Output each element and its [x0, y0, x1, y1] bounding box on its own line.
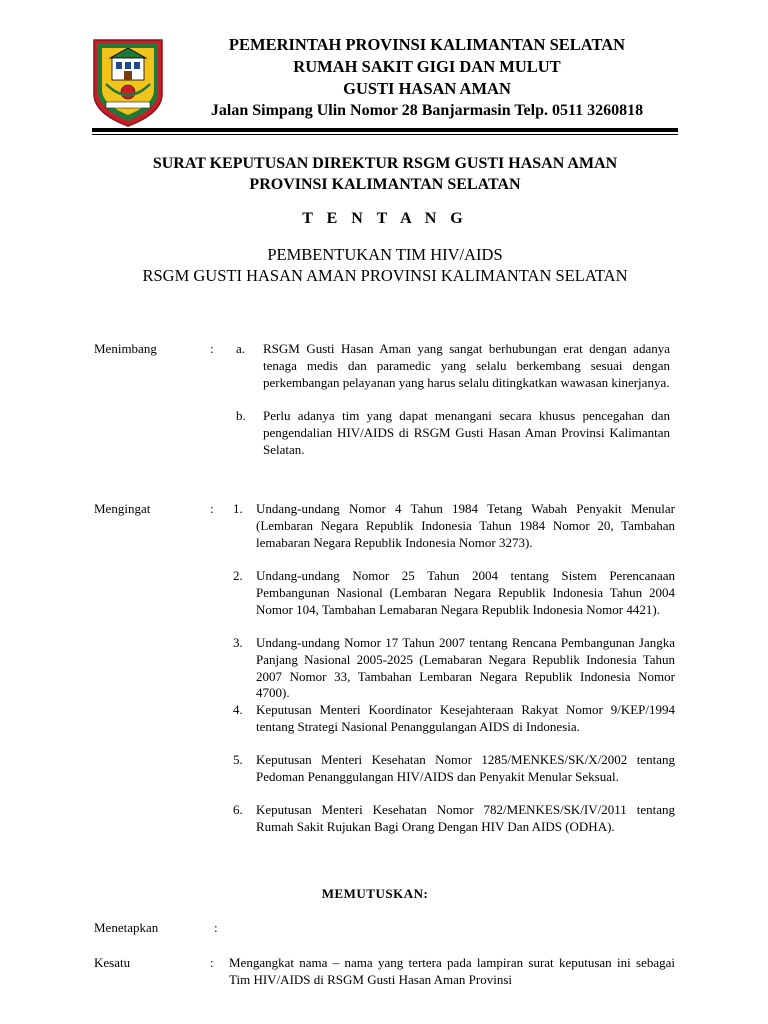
mengingat-item-3-mark: 3. [233, 635, 243, 650]
letterhead-line-3: GUSTI HASAN AMAN [343, 79, 511, 98]
mengingat-item-6-text: Keputusan Menteri Kesehatan Nomor 782/MENKES/SK/IV/2011 tentang Rumah Sakit Rujukan Bagi Orang Dengan HIV Dan AIDS (ODHA). [256, 802, 675, 834]
menimbang-item-b-mark: b. [236, 408, 246, 423]
mengingat-item-1-text: Undang-undang Nomor 4 Tahun 1984 Tetang Wabah Penyakit Menular (Lembaran Negara Republik Indonesia Tahun 1984 Nomor 20, Tambahan lemabaran Negara Republik Indonesia Nomor 3273). [256, 501, 675, 550]
mengingat-item-1-mark: 1. [233, 501, 243, 516]
decree-subject [92, 244, 678, 286]
decree-title-line-1: SURAT KEPUTUSAN DIREKTUR RSGM GUSTI HASAN AMAN [152, 155, 618, 172]
memutuskan-heading: MEMUTUSKAN: [321, 886, 429, 901]
menimbang-label: Menimbang [94, 341, 157, 356]
mengingat-label: Mengingat [94, 501, 151, 516]
decree-subject-line-2: RSGM GUSTI HASAN AMAN PROVINSI KALIMANTAN SELATAN [142, 266, 628, 285]
menimbang-colon: : [210, 341, 214, 356]
mengingat-item-5-text: Keputusan Menteri Kesehatan Nomor 1285/MENKES/SK/X/2002 tentang Pedoman Penanggulangan HIV/AIDS dan Penyakit Menular Seksual. [256, 752, 675, 784]
mengingat-item-4-text: Keputusan Menteri Koordinator Kesejahteraan Rakyat Nomor 9/KEP/1994 tentang Strategi Nasional Penanggulangan AIDS di Indonesia. [256, 702, 675, 734]
mengingat-item-2-mark: 2. [233, 568, 243, 583]
menetapkan-colon: : [214, 920, 218, 935]
menimbang-item-b-text: Perlu adanya tim yang dapat menangani secara khusus pencegahan dan pengendalian HIV/AIDS di RSGM Gusti Hasan Aman Provinsi Kalimantan Selatan. [263, 408, 670, 457]
mengingat-item-5-mark: 5. [233, 752, 243, 767]
letterhead-line-2: RUMAH SAKIT GIGI DAN MULUT [293, 57, 561, 76]
mengingat-item-2-text: Undang-undang Nomor 25 Tahun 2004 tentang Sistem Perencanaan Pembangunan Nasional (Lembaran Negara Republik Indonesia Tahun 2004 Nomor 104, Tambahan Lemabaran Negara Republik Indonesia Nomor 4421). [256, 568, 675, 617]
kesatu-label: Kesatu [94, 955, 131, 970]
decree-title [92, 153, 678, 195]
kesatu-colon: : [210, 955, 214, 970]
letterhead [172, 34, 682, 122]
letterhead-divider-thick [92, 128, 678, 132]
menimbang-item-a-mark: a. [236, 341, 246, 356]
tentang-heading: T E N T A N G [302, 210, 468, 227]
menimbang-item-a-text: RSGM Gusti Hasan Aman yang sangat berhubungan erat dengan adanya tenaga medis dan paramedic yang selalu berkembang sesuai dengan perkembangan pelayanan yang harus selalu ditingkatkan wawasan kinerjanya. [263, 341, 670, 390]
decree-subject-line-1: PEMBENTUKAN TIM HIV/AIDS [267, 245, 503, 264]
letterhead-divider-thin [92, 134, 678, 135]
mengingat-colon: : [210, 501, 214, 516]
provincial-crest-icon [92, 36, 164, 128]
mengingat-item-4-mark: 4. [233, 702, 243, 717]
letterhead-line-1: PEMERINTAH PROVINSI KALIMANTAN SELATAN [228, 35, 626, 54]
kesatu-text: Mengangkat nama – nama yang tertera pada lampiran surat keputusan ini sebagai Tim HIV/AIDS di RSGM Gusti Hasan Aman Provinsi [229, 955, 675, 987]
mengingat-item-6-mark: 6. [233, 802, 243, 817]
mengingat-item-3-text: Undang-undang Nomor 17 Tahun 2007 tentang Rencana Pembangunan Jangka Panjang Nasional 2005-2025 (Lemabaran Negara Republik Indonesia Tahun 2007 Nomor 33, Tambahan Lembaran Negara Republik Indonesia Nomor 4700). [256, 635, 675, 701]
letterhead-address: Jalan Simpang Ulin Nomor 28 Banjarmasin Telp. 0511 3260818 [210, 102, 644, 119]
decree-title-line-2: PROVINSI KALIMANTAN SELATAN [249, 176, 521, 193]
menetapkan-label: Menetapkan [94, 920, 159, 935]
